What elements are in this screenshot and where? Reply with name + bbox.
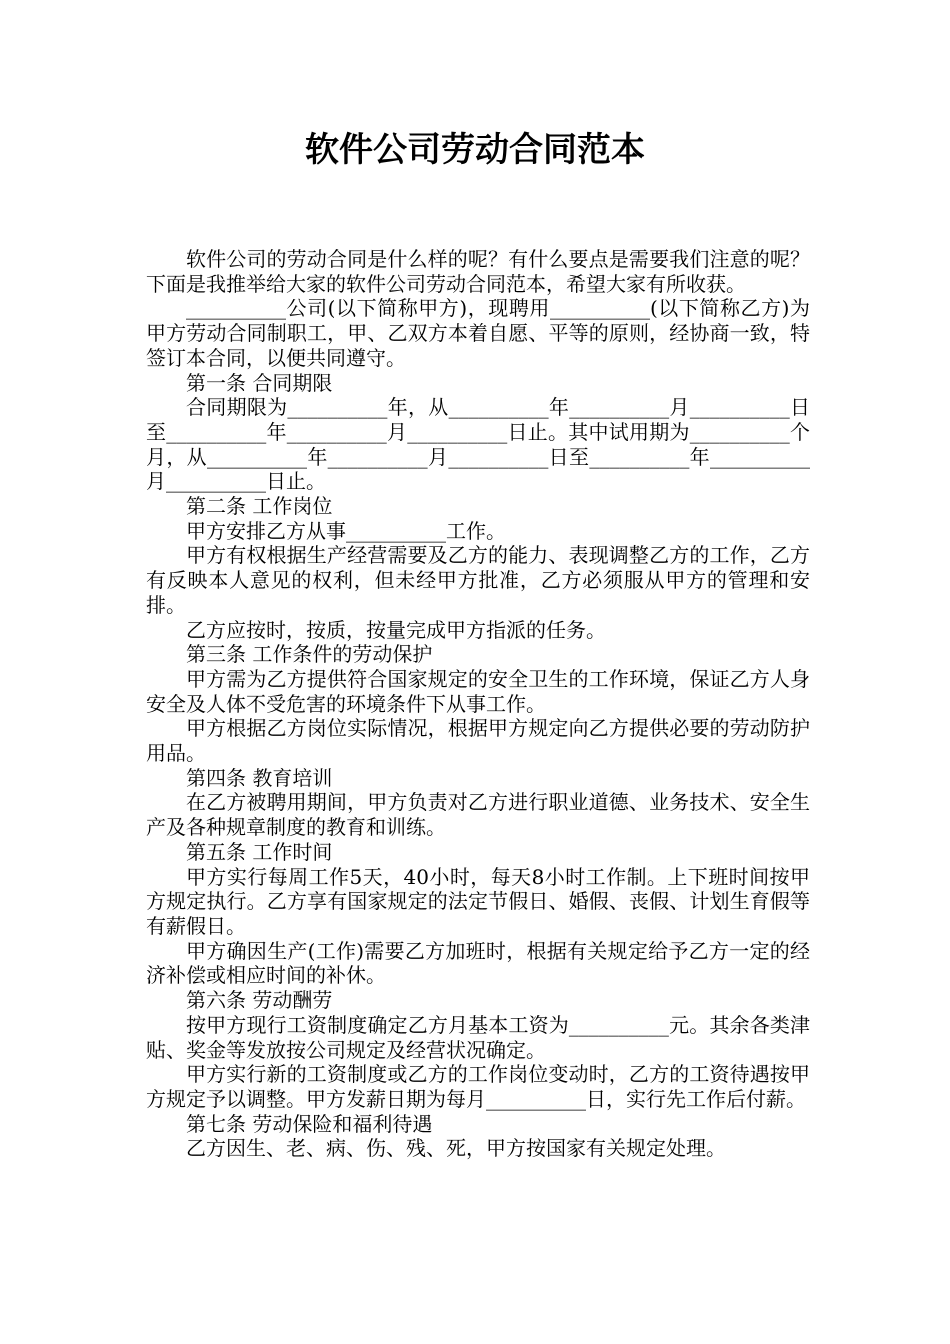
paragraph: 甲方确因生产(工作)需要乙方加班时，根据有关规定给予乙方一定的经济补偿或相应时间的补休。: [146, 938, 810, 988]
section-heading: 第三条 工作条件的劳动保护: [186, 642, 433, 667]
paragraph: 甲方实行每周工作5天，40小时，每天8小时工作制。上下班时间按甲方规定执行。乙方享有国家规定的法定节假日、婚假、丧假、计划生育假等有薪假日。: [146, 864, 810, 938]
section-heading: 第五条 工作时间: [186, 839, 333, 864]
paragraph: __________公司(以下简称甲方)，现聘用__________(以下简称乙方)为甲方劳动合同制职工，甲、乙双方本着自愿、平等的原则，经协商一致，特签订本合同，以便共同遵守。: [146, 296, 810, 370]
paragraph: 按甲方现行工资制度确定乙方月基本工资为__________元。其余各类津贴、奖金等发放按公司规定及经营状况确定。: [146, 1012, 810, 1062]
paragraph: 甲方安排乙方从事__________工作。: [186, 518, 506, 543]
document-title: 软件公司劳动合同范本: [305, 130, 645, 170]
paragraph: 在乙方被聘用期间，甲方负责对乙方进行职业道德、业务技术、安全生产及各种规章制度的教育和训练。: [146, 790, 810, 840]
paragraph: 合同期限为__________年，从__________年__________月__________日至__________年__________月__________日止。其中试用期为__________个月，从__________年__________月__________日至__________年__________月__________日止。: [146, 395, 810, 494]
paragraph: 乙方因生、老、病、伤、残、死，甲方按国家有关规定处理。: [186, 1136, 726, 1161]
paragraph: 乙方应按时，按质，按量完成甲方指派的任务。: [186, 617, 606, 642]
paragraph: 甲方实行新的工资制度或乙方的工作岗位变动时，乙方的工资待遇按甲方规定予以调整。甲方发薪日期为每月__________日，实行先工作后付薪。: [146, 1062, 810, 1111]
paragraph: 甲方需为乙方提供符合国家规定的安全卫生的工作环境，保证乙方人身安全及人体不受危害的环境条件下从事工作。: [146, 666, 810, 716]
paragraph: 软件公司的劳动合同是什么样的呢？有什么要点是需要我们注意的呢？下面是我推举给大家的软件公司劳动合同范本，希望大家有所收获。: [146, 247, 810, 296]
section-heading: 第四条 教育培训: [186, 765, 333, 790]
section-heading: 第七条 劳动保险和福利待遇: [186, 1111, 433, 1136]
document-body: [146, 247, 810, 1161]
paragraph: 甲方有权根据生产经营需要及乙方的能力、表现调整乙方的工作，乙方有反映本人意见的权利，但未经甲方批准，乙方必须服从甲方的管理和安排。: [146, 543, 810, 617]
section-heading: 第一条 合同期限: [186, 370, 333, 395]
section-heading: 第六条 劳动酬劳: [186, 988, 333, 1013]
paragraph: 甲方根据乙方岗位实际情况，根据甲方规定向乙方提供必要的劳动防护用品。: [146, 716, 810, 766]
section-heading: 第二条 工作岗位: [186, 494, 333, 519]
